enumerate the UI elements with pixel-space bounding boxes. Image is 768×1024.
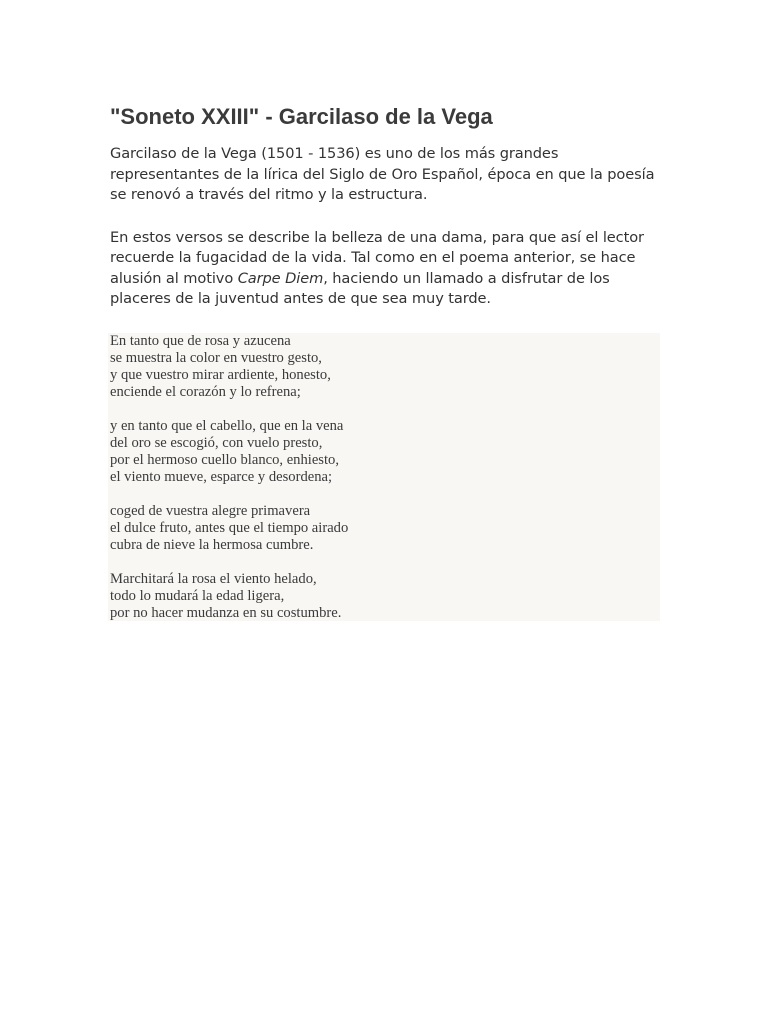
verse: se muestra la color en vuestro gesto, bbox=[110, 350, 322, 366]
intro-paragraph-2 bbox=[110, 228, 660, 310]
verse: el dulce fruto, antes que el tiempo airado bbox=[110, 520, 349, 536]
verse: por no hacer mudanza en su costumbre. bbox=[110, 605, 342, 621]
verse: por el hermoso cuello blanco, enhiesto, bbox=[110, 452, 339, 468]
verse: En tanto que de rosa y azucena bbox=[110, 333, 291, 349]
poem-block bbox=[108, 333, 660, 621]
intro-paragraph-2-text: En estos versos se describe la belleza de una dama, para que así el lector recuerde la fugacidad de la vida. Tal como en el poema anterior, se hace alusión al motivo bbox=[110, 228, 644, 287]
verse: coged de vuestra alegre primavera bbox=[110, 503, 311, 519]
stanza-1 bbox=[110, 333, 658, 401]
article bbox=[110, 102, 660, 332]
stanza-4 bbox=[110, 571, 658, 622]
verse: y que vuestro mirar ardiente, honesto, bbox=[110, 367, 331, 383]
verse: del oro se escogió, con vuelo presto, bbox=[110, 435, 323, 451]
verse: y en tanto que el cabello, que en la vena bbox=[110, 418, 344, 434]
stanza-2 bbox=[110, 418, 658, 486]
verse: cubra de nieve la hermosa cumbre. bbox=[110, 537, 314, 553]
carpe-diem-italic: Carpe Diem bbox=[237, 269, 324, 287]
verse: todo lo mudará la edad ligera, bbox=[110, 588, 285, 604]
verse: Marchitará la rosa el viento helado, bbox=[110, 571, 317, 587]
stanza-3 bbox=[110, 503, 658, 554]
page-title: "Soneto XXIII" - Garcilaso de la Vega bbox=[110, 104, 493, 129]
verse: enciende el corazón y lo refrena; bbox=[110, 384, 301, 400]
verse: el viento mueve, esparce y desordena; bbox=[110, 469, 333, 485]
intro-paragraph-2-text-end: , haciendo un llamado a disfrutar de los placeres de la juventud antes de que sea muy tarde. bbox=[110, 269, 610, 307]
intro-paragraph-1: Garcilaso de la Vega (1501 - 1536) es uno de los más grandes representantes de la lírica del Siglo de Oro Español, época en que la poesía se renovó a través del ritmo y la estructura. bbox=[110, 145, 655, 203]
